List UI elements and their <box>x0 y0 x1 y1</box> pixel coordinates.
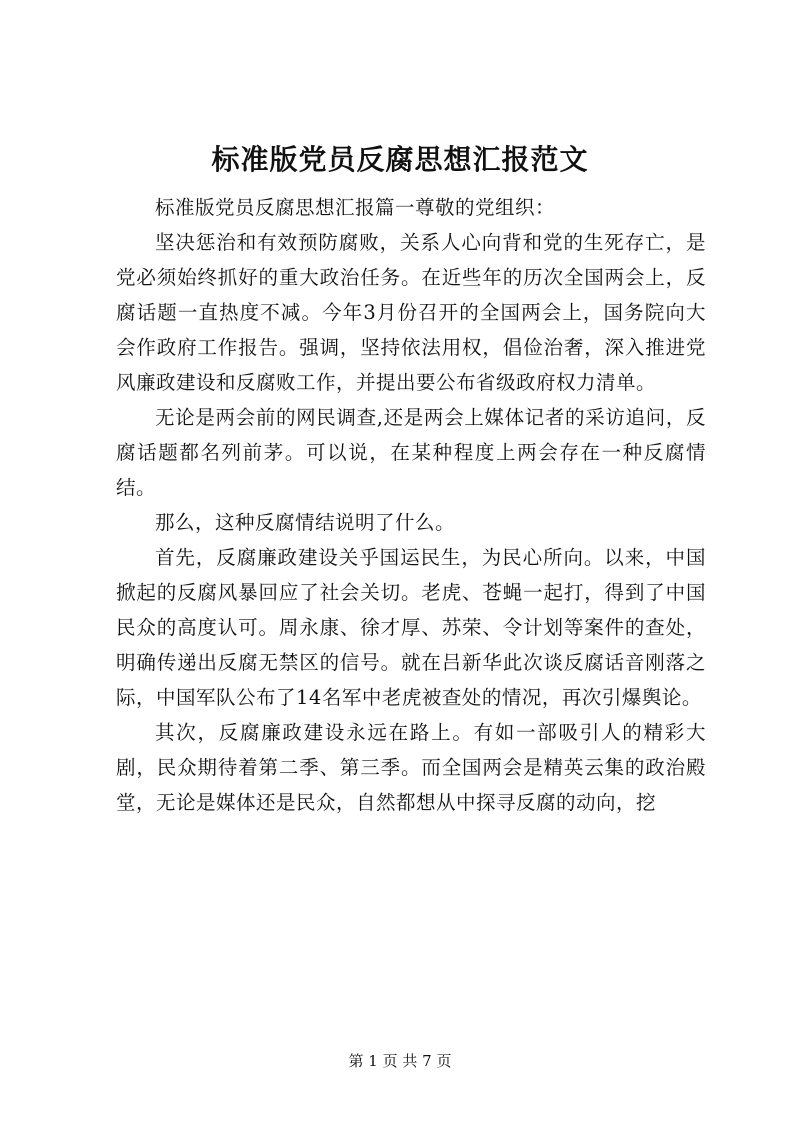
document-body <box>116 190 706 820</box>
paragraph: 其次，反腐廉政建设永远在路上。有如一部吸引人的精彩大剧，民众期待着第二季、第三季。而全国两会是精英云集的政治殿堂，无论是媒体还是民众，自然都想从中探寻反腐的动向，挖 <box>116 721 706 814</box>
paragraph: 无论是两会前的网民调查,还是两会上媒体记者的采访追问，反腐话题都名列前茅。可以说，在某种程度上两会存在一种反腐情结。 <box>116 406 706 499</box>
paragraph: 标准版党员反腐思想汇报篇一尊敬的党组织： <box>155 196 556 219</box>
document-title: 标准版党员反腐思想汇报范文 <box>211 143 589 176</box>
page-footer: 第 1 页 共 7 页 <box>348 1052 452 1070</box>
paragraph: 首先，反腐廉政建设关乎国运民生，为民心所向。以来，中国掀起的反腐风暴回应了社会关切。老虎、苍蝇一起打，得到了中国民众的高度认可。周永康、徐才厚、苏荣、令计划等案件的查处，明确传递出反腐无禁区的信号。就在吕新华此次谈反腐话音刚落之际，中国军队公布了14名军中老虎被查处的情况，再次引爆舆论。 <box>116 546 706 709</box>
paragraph: 坚决惩治和有效预防腐败，关系人心向背和党的生死存亡，是党必须始终抓好的重大政治任务。在近些年的历次全国两会上，反腐话题一直热度不减。今年3月份召开的全国两会上，国务院向大会作政府工作报告。强调，坚持依法用权，倡俭治奢，深入推进党风廉政建设和反腐败工作，并提出要公布省级政府权力清单。 <box>116 231 706 394</box>
paragraph: 那么，这种反腐情结说明了什么。 <box>155 511 456 534</box>
